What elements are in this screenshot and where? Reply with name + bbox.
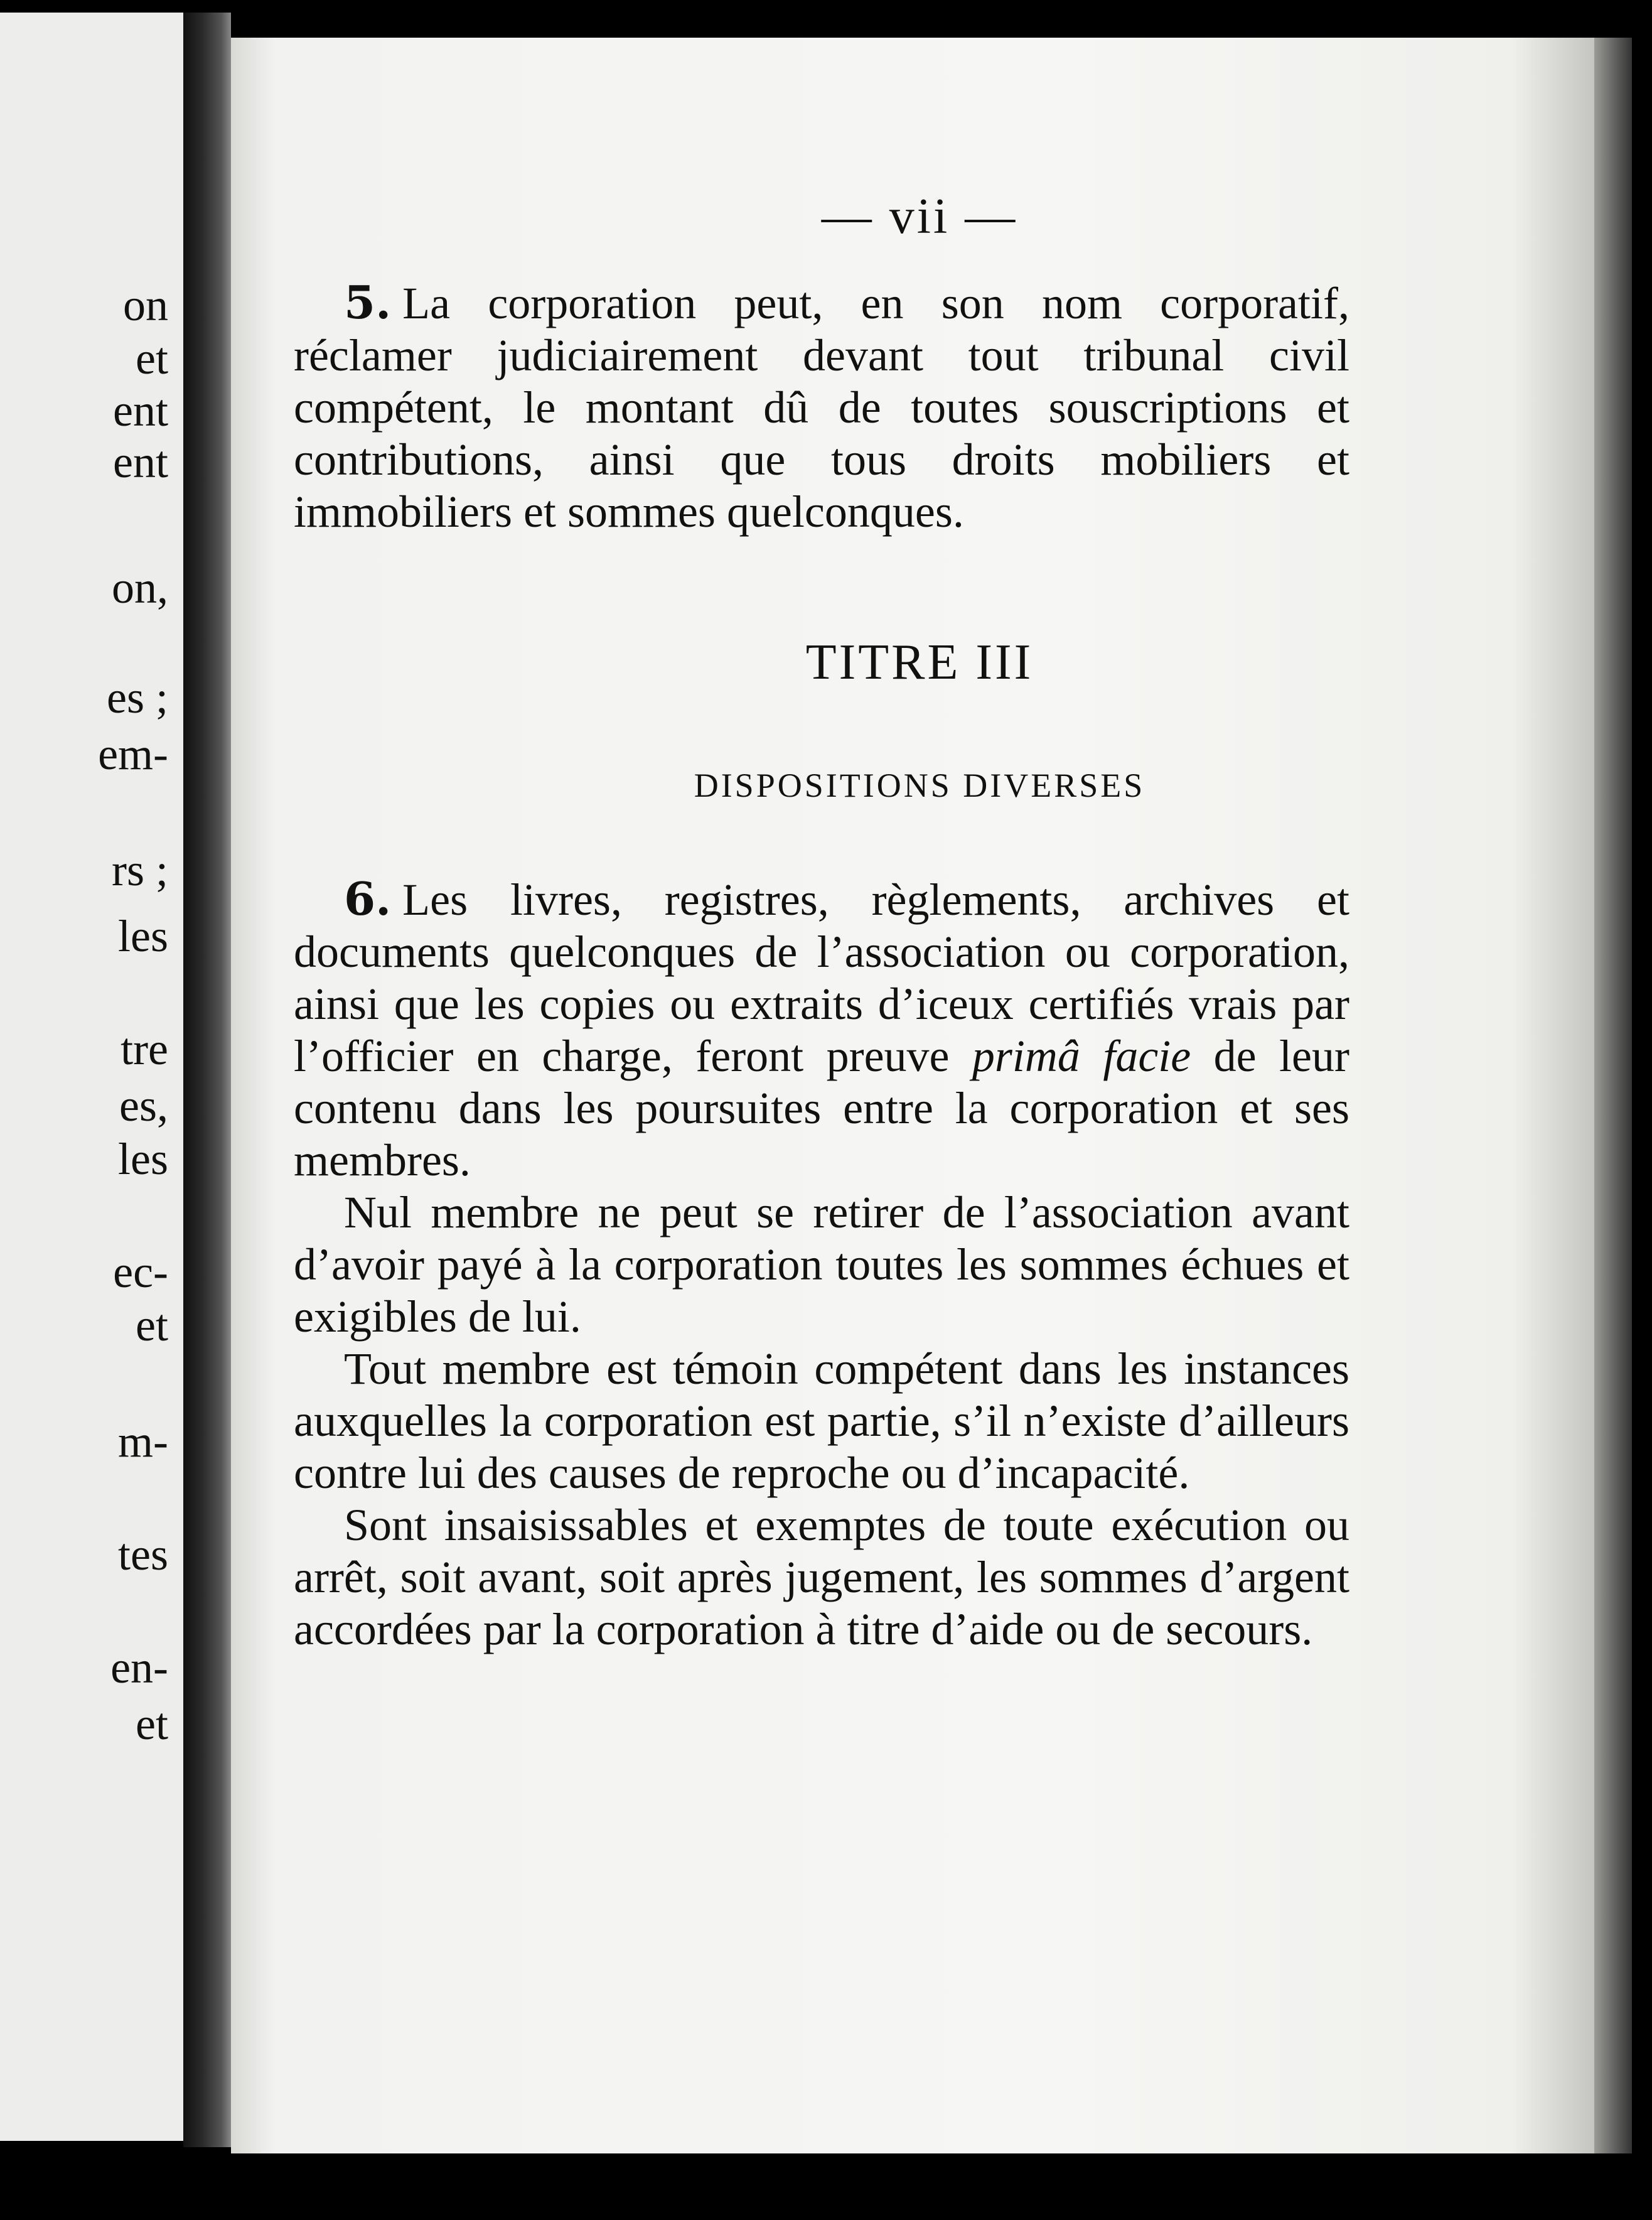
article-5 [294, 276, 1349, 538]
paragraph: Tout membre est témoin compétent dans les instances auxquelles la corporation est partie, s’il n’existe d’ailleurs contre lui des causes de reproche ou d’incapacité. [294, 1344, 1349, 1498]
left-fragment: les [118, 911, 168, 961]
left-fragment: tes [118, 1529, 168, 1580]
paragraph: Nul membre ne peut se retirer de l’association avant d’avoir payé à la corporation toutes les sommes échues et exigibles de lui. [294, 1187, 1349, 1342]
left-fragment: ent [113, 437, 168, 487]
article-text: de leur contenu dans les poursuites entre la corporation et ses membres. [294, 1031, 1349, 1185]
article-number: 6. [344, 872, 392, 925]
article-text: Les livres, registres, règlements, archives et documents quelconques de l’association ou corporation, ainsi que les copies ou extraits d’iceux certifiés vrais par l’officier en charge, feront preuve [294, 875, 1349, 1081]
left-fragment: en- [110, 1642, 168, 1693]
left-fragment: es ; [107, 672, 168, 723]
italic-phrase: primâ facie [972, 1031, 1191, 1081]
left-fragment: ec- [113, 1247, 168, 1297]
book-gutter [183, 13, 231, 2147]
left-fragment: et [136, 1699, 168, 1749]
book-page [231, 38, 1608, 2153]
left-facing-page [0, 13, 183, 2141]
left-fragment: on [123, 280, 168, 330]
article-text: La corporation peut, en son nom corporatif, réclamer judiciairement devant tout tribunal civil compétent, le montant dû de toutes souscriptions et contributions, ainsi que tous droits mobiliers et immobiliers et sommes quelconques. [294, 278, 1349, 537]
article-5-paragraph [294, 276, 1349, 538]
left-fragment: tre [121, 1024, 168, 1074]
page-edge-shadow [1594, 38, 1632, 2166]
left-fragment: es, [119, 1080, 168, 1131]
article-number: 5. [344, 276, 392, 329]
article-6-paragraph [294, 873, 1349, 1187]
left-fragment: et [136, 333, 168, 384]
article-6 [294, 873, 1349, 1656]
section-subtitle: DISPOSITIONS DIVERSES [694, 767, 1145, 804]
left-fragment: m- [118, 1416, 168, 1467]
paragraph: Sont insaisissables et exemptes de toute exécution ou arrêt, soit avant, soit après jugement, les sommes d’argent accordées par la corporation à titre d’aide ou de secours. [294, 1500, 1349, 1654]
page-number: — vii — [821, 189, 1018, 244]
left-fragment: ent [113, 385, 168, 436]
left-fragment: les [118, 1134, 168, 1184]
left-fragment: rs ; [112, 845, 168, 895]
scan-border [0, 2153, 1652, 2220]
left-fragment: on, [112, 563, 168, 613]
section-title: TITRE III [805, 635, 1034, 690]
left-fragment: et [136, 1300, 168, 1350]
left-fragment: em- [98, 729, 168, 779]
